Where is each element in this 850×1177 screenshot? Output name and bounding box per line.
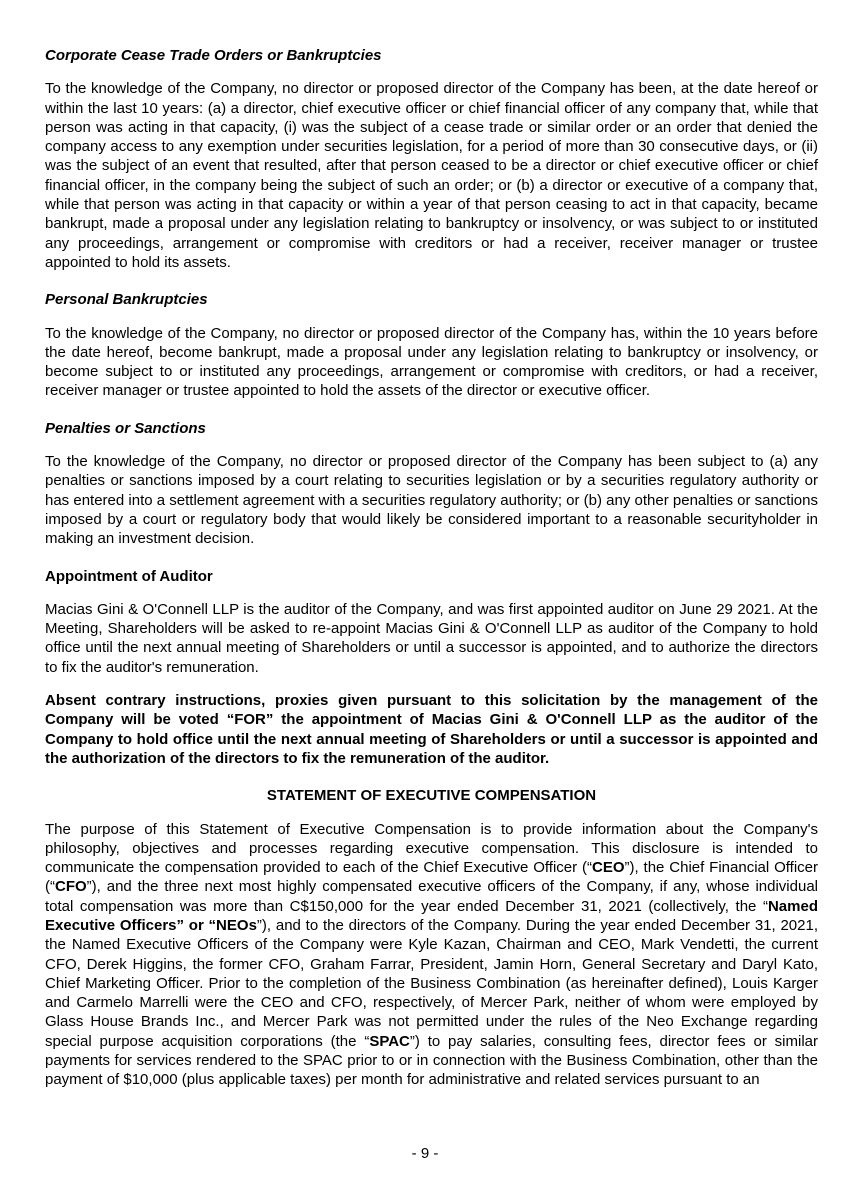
paragraph-penalties-or-sanctions: To the knowledge of the Company, no director or proposed director of the Company has been subject to (a) any penalties or sanctions imposed by a court relating to securities legislation or by a securities regulatory authority or has entered into a settlement agreement with a securities regulatory authority; or (b) any other penalties or sanctions imposed by a court or regulatory body that would likely be considered important to a reasonable securityholder in making an investment decision.: [45, 453, 818, 548]
section-heading-penalties-or-sanctions: Penalties or Sanctions: [45, 419, 206, 437]
paragraph-proxy-voting-statement: Absent contrary instructions, proxies given pursuant to this solicitation by the management of the Company will be voted “FOR” the appointment of Macias Gini & O'Connell LLP as the auditor of the Company to hold office until the next annual meeting of Shareholders or until a successor is appointed and the authorization of the directors to fix the remuneration of the auditor.: [45, 692, 818, 767]
section-heading-statement-of-executive-compensation: STATEMENT OF EXECUTIVE COMPENSATION: [266, 787, 597, 805]
page-number: - 9 -: [411, 1144, 439, 1162]
paragraph-auditor-appointment: Macias Gini & O'Connell LLP is the auditor of the Company, and was first appointed auditor on June 29 2021. At the Meeting, Shareholders will be asked to re-appoint Macias Gini & O'Connell LLP as auditor of the Company to hold office until the next annual meeting of Shareholders or until a successor is appointed, and to authorize the directors to fix the auditor's remuneration.: [45, 600, 818, 676]
section-heading-corporate-cease-trade-orders: Corporate Cease Trade Orders or Bankruptcies: [45, 47, 382, 64]
section-heading-appointment-of-auditor: Appointment of Auditor: [45, 567, 213, 585]
paragraph-executive-compensation: The purpose of this Statement of Executive Compensation is to provide information about the Company's philosophy, objectives and processes regarding executive compensation. This disclosure is intended to communicate the compensation provided to each of the Chief Executive Officer (“CEO”), the Chief Financial Officer (“CFO”), and the three next most highly compensated executive officers of the Company, if any, whose individual total compensation was more than C$150,000 for the year ended December 31, 2021 (collectively, the “Named Executive Officers” or “NEOs”), and to the directors of the Company. During the year ended December 31, 2021, the Named Executive Officers of the Company were Kyle Kazan, Chairman and CEO, Mark Vendetti, the current CFO, Derek Higgins, the former CFO, Graham Farrar, President, Jamin Horn, General Secretary and Daryl Kato, Chief Marketing Officer. Prior to the completion of the Business Combination (as hereinafter defined), Louis Karger and Carmelo Marrelli were the CEO and CFO, respectively, of Mercer Park, neither of whom were employed by Glass House Brands Inc., and Mercer Park was not permitted under the rules of the Neo Exchange regarding special purpose acquisition corporations (the “SPAC”) to pay salaries, consulting fees, director fees or similar payments for services rendered to the SPAC prior to or in connection with the Business Combination, other than the payment of $10,000 (plus applicable taxes) per month for administrative and related services pursuant to an: [45, 820, 819, 1089]
paragraph-cease-trade-orders: To the knowledge of the Company, no director or proposed director of the Company has been, at the date hereof or within the last 10 years: (a) a director, chief executive officer or chief financial officer of any company that, while that person was acting in that capacity, (i) was the subject of a cease trade or similar order or an order that denied the company access to any exemption under securities legislation, for a period of more than 30 consecutive days, or (ii) was the subject of an event that resulted, after that person ceased to be a director or chief executive officer or chief financial officer, in the company being the subject of such an order; or (b) a director or executive of a company that, while that person was acting in that capacity or within a year of that person ceasing to act in that capacity, became bankrupt, made a proposal under any legislation relating to bankruptcy or insolvency, or was subject to or instituted any proceedings, arrangement or compromise with creditors or had a receiver, receiver manager or trustee appointed to hold its assets.: [45, 80, 818, 271]
paragraph-personal-bankruptcies: To the knowledge of the Company, no director or proposed director of the Company has, within the 10 years before the date hereof, become bankrupt, made a proposal under any legislation relating to bankruptcy or insolvency, or become subject to or instituted any proceedings, arrangement or compromise with creditors, or had a receiver, receiver manager or trustee appointed to hold the assets of the director or executive officer.: [45, 324, 818, 400]
section-heading-personal-bankruptcies: Personal Bankruptcies: [45, 291, 208, 309]
